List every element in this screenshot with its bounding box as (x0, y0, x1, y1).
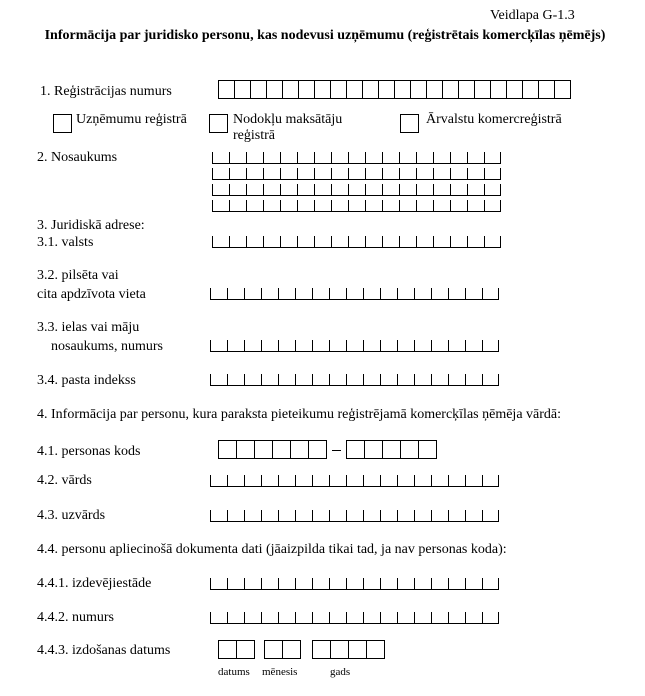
name-field-line-2[interactable] (212, 168, 501, 180)
doc-heading: 4.4. personu apliecinošā dokumenta dati (jāaizpilda tikai tad, ja nav personas koda): (37, 542, 507, 557)
issue-date-month[interactable] (264, 640, 301, 659)
reg-number-label: 1. Reģistrācijas numurs (40, 84, 172, 99)
register-foreign-checkbox[interactable] (400, 114, 419, 133)
date-month-caption: mēnesis (262, 666, 298, 678)
country-field[interactable] (212, 236, 501, 248)
register-tax-label-2: reģistrā (233, 128, 275, 143)
date-day-caption: datums (218, 666, 250, 678)
reg-number-boxes[interactable] (218, 80, 571, 99)
personal-code-part1[interactable] (218, 440, 327, 459)
name-field-line-3[interactable] (212, 184, 501, 196)
name-label: 2. Nosaukums (37, 150, 118, 165)
register-enterprise-checkbox[interactable] (53, 114, 72, 133)
register-foreign-label: Ārvalstu komercreģistrā (426, 112, 562, 127)
street-label-1: 3.3. ielas vai māju (37, 320, 140, 335)
surname-label: 4.3. uzvārds (37, 508, 106, 523)
personal-code-label: 4.1. personas kods (37, 444, 141, 459)
page-title: Informācija par juridisko personu, kas nodevusi uzņēmumu (reģistrētais komercķīlas ņēmējs) (44, 28, 606, 43)
street-label-2: nosaukums, numurs (51, 339, 163, 354)
doc-number-label: 4.4.2. numurs (37, 610, 114, 625)
name-field-line-1[interactable] (212, 152, 501, 164)
street-field[interactable] (210, 340, 499, 352)
first-name-label: 4.2. vārds (37, 473, 92, 488)
country-label: 3.1. valsts (37, 235, 94, 250)
register-tax-label-1: Nodokļu maksātāju (233, 112, 343, 127)
form-id: Veidlapa G-1.3 (490, 8, 575, 23)
personal-code-dash (332, 450, 341, 451)
surname-field[interactable] (210, 510, 499, 522)
name-field-line-4[interactable] (212, 200, 501, 212)
issue-date-year[interactable] (312, 640, 385, 659)
city-label-2: cita apdzīvota vieta (37, 287, 146, 302)
issuer-label: 4.4.1. izdevējiestāde (37, 576, 152, 591)
doc-number-field[interactable] (210, 612, 499, 624)
issuer-field[interactable] (210, 578, 499, 590)
person-heading: 4. Informācija par personu, kura paraksta pieteikumu reģistrējamā komercķīlas ņēmēja vārdā: (37, 407, 562, 422)
issue-date-day[interactable] (218, 640, 255, 659)
address-heading: 3. Juridiskā adrese: (37, 218, 145, 233)
register-enterprise-label: Uzņēmumu reģistrā (76, 112, 187, 127)
first-name-field[interactable] (210, 475, 499, 487)
issue-date-label: 4.4.3. izdošanas datums (37, 643, 171, 658)
city-label-1: 3.2. pilsēta vai (37, 268, 119, 283)
city-field[interactable] (210, 288, 499, 300)
postal-label: 3.4. pasta indekss (37, 373, 136, 388)
postal-field[interactable] (210, 374, 499, 386)
personal-code-part2[interactable] (346, 440, 437, 459)
register-tax-checkbox[interactable] (209, 114, 228, 133)
date-year-caption: gads (330, 666, 351, 678)
